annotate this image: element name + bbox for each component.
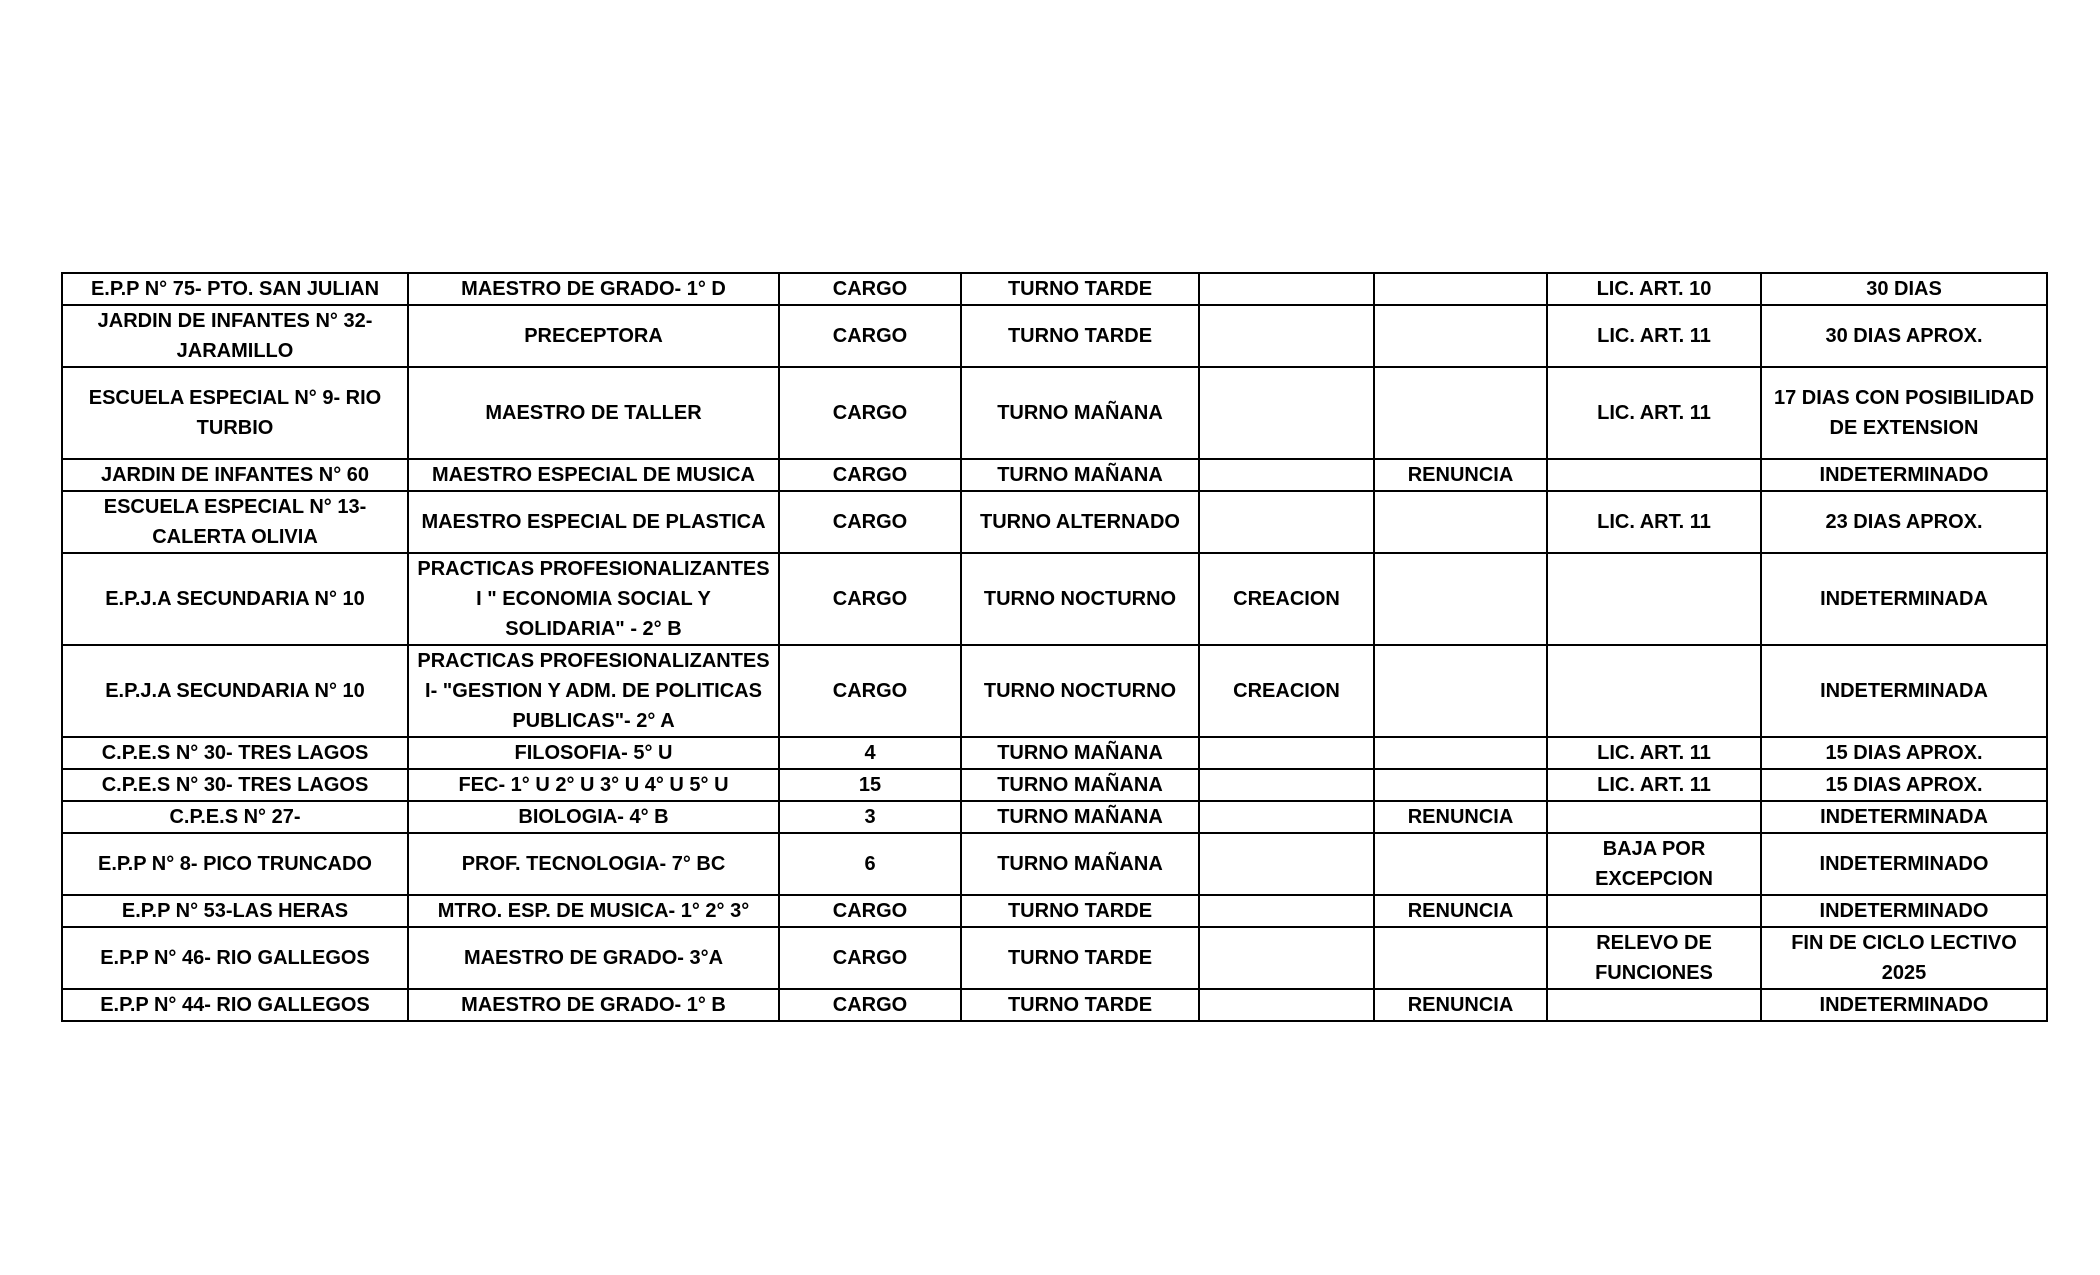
cell-creation (1199, 305, 1374, 367)
cell-license: LIC. ART. 11 (1547, 737, 1761, 769)
cell-school: E.P.P N° 53-LAS HERAS (62, 895, 408, 927)
cell-hours: CARGO (779, 989, 961, 1021)
cell-school: E.P.P N° 8- PICO TRUNCADO (62, 833, 408, 895)
table-row (62, 553, 2047, 645)
cell-position: MAESTRO ESPECIAL DE MUSICA (408, 459, 779, 491)
cell-license (1547, 895, 1761, 927)
cell-duration: 30 DIAS (1761, 273, 2047, 305)
cell-creation (1199, 273, 1374, 305)
table-row (62, 769, 2047, 801)
cell-resignation: RENUNCIA (1374, 801, 1547, 833)
cell-duration: INDETERMINADO (1761, 989, 2047, 1021)
cell-position: MAESTRO DE TALLER (408, 367, 779, 459)
table-row (62, 989, 2047, 1021)
cell-shift: TURNO TARDE (961, 927, 1199, 989)
cell-shift: TURNO TARDE (961, 305, 1199, 367)
cell-position: MAESTRO DE GRADO- 1° B (408, 989, 779, 1021)
cell-position: MAESTRO ESPECIAL DE PLASTICA (408, 491, 779, 553)
cell-duration: 15 DIAS APROX. (1761, 737, 2047, 769)
cell-resignation (1374, 367, 1547, 459)
cell-creation (1199, 927, 1374, 989)
cell-hours: CARGO (779, 305, 961, 367)
cell-hours: CARGO (779, 459, 961, 491)
cell-license: LIC. ART. 11 (1547, 769, 1761, 801)
cell-duration: 30 DIAS APROX. (1761, 305, 2047, 367)
cell-hours: 6 (779, 833, 961, 895)
cell-school: C.P.E.S N° 30- TRES LAGOS (62, 737, 408, 769)
table-row (62, 801, 2047, 833)
vacancy-table (61, 272, 2048, 1022)
table-row (62, 491, 2047, 553)
cell-creation (1199, 801, 1374, 833)
cell-resignation (1374, 927, 1547, 989)
cell-creation (1199, 895, 1374, 927)
cell-resignation (1374, 645, 1547, 737)
cell-creation (1199, 769, 1374, 801)
cell-position: FILOSOFIA- 5° U (408, 737, 779, 769)
cell-creation: CREACION (1199, 553, 1374, 645)
cell-resignation: RENUNCIA (1374, 989, 1547, 1021)
cell-license (1547, 645, 1761, 737)
cell-resignation: RENUNCIA (1374, 459, 1547, 491)
cell-position: FEC- 1° U 2° U 3° U 4° U 5° U (408, 769, 779, 801)
cell-creation (1199, 459, 1374, 491)
cell-shift: TURNO MAÑANA (961, 769, 1199, 801)
table-row (62, 833, 2047, 895)
cell-shift: TURNO MAÑANA (961, 833, 1199, 895)
cell-license: LIC. ART. 11 (1547, 491, 1761, 553)
cell-position: PRACTICAS PROFESIONALIZANTES I " ECONOMIA SOCIAL Y SOLIDARIA" - 2° B (408, 553, 779, 645)
table-row (62, 305, 2047, 367)
cell-position: MAESTRO DE GRADO- 1° D (408, 273, 779, 305)
cell-license: LIC. ART. 10 (1547, 273, 1761, 305)
cell-resignation: RENUNCIA (1374, 895, 1547, 927)
cell-duration: 17 DIAS CON POSIBILIDAD DE EXTENSION (1761, 367, 2047, 459)
cell-school: ESCUELA ESPECIAL N° 9- RIO TURBIO (62, 367, 408, 459)
cell-duration: 23 DIAS APROX. (1761, 491, 2047, 553)
table-row (62, 737, 2047, 769)
cell-shift: TURNO MAÑANA (961, 459, 1199, 491)
cell-creation (1199, 833, 1374, 895)
cell-creation (1199, 491, 1374, 553)
table-row (62, 367, 2047, 459)
cell-duration: INDETERMINADO (1761, 833, 2047, 895)
cell-hours: CARGO (779, 553, 961, 645)
cell-license (1547, 553, 1761, 645)
cell-shift: TURNO MAÑANA (961, 737, 1199, 769)
cell-position: BIOLOGIA- 4° B (408, 801, 779, 833)
cell-duration: INDETERMINADA (1761, 553, 2047, 645)
cell-position: PROF. TECNOLOGIA- 7° BC (408, 833, 779, 895)
cell-shift: TURNO MAÑANA (961, 801, 1199, 833)
cell-shift: TURNO NOCTURNO (961, 553, 1199, 645)
cell-shift: TURNO NOCTURNO (961, 645, 1199, 737)
cell-duration: INDETERMINADO (1761, 459, 2047, 491)
cell-creation (1199, 989, 1374, 1021)
cell-shift: TURNO TARDE (961, 895, 1199, 927)
cell-resignation (1374, 737, 1547, 769)
cell-shift: TURNO MAÑANA (961, 367, 1199, 459)
cell-duration: INDETERMINADO (1761, 895, 2047, 927)
cell-creation (1199, 367, 1374, 459)
table-body (62, 273, 2047, 1021)
cell-hours: 4 (779, 737, 961, 769)
cell-hours: CARGO (779, 895, 961, 927)
cell-creation: CREACION (1199, 645, 1374, 737)
cell-duration: INDETERMINADA (1761, 645, 2047, 737)
cell-license (1547, 801, 1761, 833)
cell-school: E.P.J.A SECUNDARIA N° 10 (62, 645, 408, 737)
cell-creation (1199, 737, 1374, 769)
cell-hours: 3 (779, 801, 961, 833)
cell-resignation (1374, 769, 1547, 801)
cell-hours: CARGO (779, 927, 961, 989)
cell-license: RELEVO DE FUNCIONES (1547, 927, 1761, 989)
cell-school: JARDIN DE INFANTES N° 60 (62, 459, 408, 491)
table-row (62, 273, 2047, 305)
cell-duration: 15 DIAS APROX. (1761, 769, 2047, 801)
cell-resignation (1374, 553, 1547, 645)
cell-school: ESCUELA ESPECIAL N° 13- CALERTA OLIVIA (62, 491, 408, 553)
cell-school: C.P.E.S N° 27- (62, 801, 408, 833)
cell-resignation (1374, 273, 1547, 305)
cell-position: MTRO. ESP. DE MUSICA- 1° 2° 3° (408, 895, 779, 927)
cell-school: C.P.E.S N° 30- TRES LAGOS (62, 769, 408, 801)
cell-hours: CARGO (779, 491, 961, 553)
cell-position: PRACTICAS PROFESIONALIZANTES I- "GESTION Y ADM. DE POLITICAS PUBLICAS"- 2° A (408, 645, 779, 737)
cell-license (1547, 459, 1761, 491)
cell-hours: CARGO (779, 367, 961, 459)
table-row (62, 459, 2047, 491)
cell-duration: FIN DE CICLO LECTIVO 2025 (1761, 927, 2047, 989)
cell-resignation (1374, 305, 1547, 367)
cell-school: E.P.P N° 44- RIO GALLEGOS (62, 989, 408, 1021)
cell-license: LIC. ART. 11 (1547, 367, 1761, 459)
cell-school: JARDIN DE INFANTES N° 32- JARAMILLO (62, 305, 408, 367)
cell-school: E.P.J.A SECUNDARIA N° 10 (62, 553, 408, 645)
cell-school: E.P.P N° 46- RIO GALLEGOS (62, 927, 408, 989)
cell-hours: CARGO (779, 645, 961, 737)
cell-shift: TURNO ALTERNADO (961, 491, 1199, 553)
cell-resignation (1374, 491, 1547, 553)
cell-hours: 15 (779, 769, 961, 801)
cell-license: LIC. ART. 11 (1547, 305, 1761, 367)
cell-shift: TURNO TARDE (961, 273, 1199, 305)
cell-resignation (1374, 833, 1547, 895)
cell-license (1547, 989, 1761, 1021)
table-row (62, 895, 2047, 927)
cell-hours: CARGO (779, 273, 961, 305)
cell-position: PRECEPTORA (408, 305, 779, 367)
cell-duration: INDETERMINADA (1761, 801, 2047, 833)
cell-license: BAJA POR EXCEPCION (1547, 833, 1761, 895)
cell-shift: TURNO TARDE (961, 989, 1199, 1021)
cell-position: MAESTRO DE GRADO- 3°A (408, 927, 779, 989)
table-row (62, 645, 2047, 737)
cell-school: E.P.P N° 75- PTO. SAN JULIAN (62, 273, 408, 305)
table-row (62, 927, 2047, 989)
